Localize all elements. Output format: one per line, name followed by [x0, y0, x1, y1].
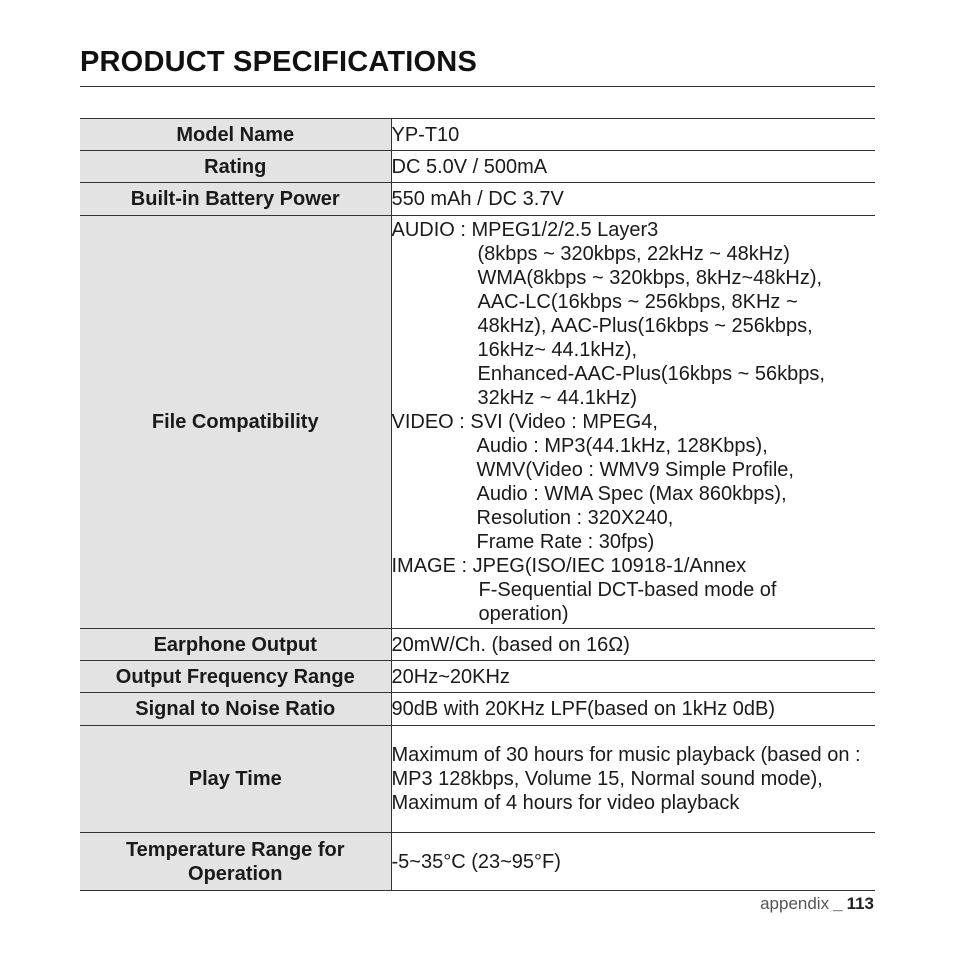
page-footer: [760, 894, 874, 914]
table-row: [80, 726, 875, 833]
fc-audio-detail: WMA(8kbps ~ 320kbps, 8kHz~48kHz),: [477, 267, 823, 289]
table-row: [80, 661, 875, 693]
page-title: PRODUCT SPECIFICATIONS: [80, 46, 477, 78]
table-row: [80, 151, 875, 183]
spec-label-snr: Signal to Noise Ratio: [80, 693, 391, 726]
table-row: [80, 216, 875, 629]
fc-image-line: IMAGE : JPEG(ISO/IEC 10918-1/Annex: [391, 555, 747, 577]
spec-value-battery-power: 550 mAh / DC 3.7V: [391, 183, 875, 216]
spec-label-frequency-range: Output Frequency Range: [80, 661, 391, 693]
spec-value-model-name: YP-T10: [391, 119, 875, 151]
spec-label-file-compatibility: File Compatibility: [80, 216, 391, 629]
spec-label-temperature-range: Temperature Range for Operation: [80, 833, 391, 891]
fc-video-line: VIDEO : SVI (Video : MPEG4,: [391, 411, 658, 433]
fc-audio-detail: 32kHz ~ 44.1kHz): [477, 387, 638, 409]
page-number: 113: [846, 894, 874, 913]
fc-audio-detail: Enhanced-AAC-Plus(16kbps ~ 56kbps,: [477, 363, 825, 385]
fc-audio-detail: 16kHz~ 44.1kHz),: [477, 339, 638, 361]
fc-video-detail: Audio : MP3(44.1kHz, 128Kbps),: [476, 435, 768, 457]
fc-image-detail: operation): [478, 603, 569, 625]
footer-section: appendix: [760, 894, 830, 913]
spec-label-model-name: Model Name: [80, 119, 391, 151]
spec-label-play-time: Play Time: [80, 726, 391, 833]
fc-audio-detail: AAC-LC(16kbps ~ 256kbps, 8KHz ~: [477, 291, 798, 313]
fc-audio-detail: (8kbps ~ 320kbps, 22kHz ~ 48kHz): [477, 243, 790, 265]
table-row: [80, 183, 875, 216]
table-row: [80, 833, 875, 891]
fc-audio-line: AUDIO : MPEG1/2/2.5 Layer3: [391, 219, 659, 241]
spec-value-frequency-range: 20Hz~20KHz: [391, 661, 875, 693]
spec-value-file-compatibility: [391, 216, 875, 629]
fc-audio-detail: 48kHz), AAC-Plus(16kbps ~ 256kbps,: [477, 315, 813, 337]
fc-video-detail: WMV(Video : WMV9 Simple Profile,: [476, 459, 794, 481]
spec-label-battery-power: Built-in Battery Power: [80, 183, 391, 216]
spec-value-rating: DC 5.0V / 500mA: [391, 151, 875, 183]
spec-value-play-time: Maximum of 30 hours for music playback (based on : MP3 128kbps, Volume 15, Normal sound mode), Maximum of 4 hours for video playback: [391, 726, 875, 833]
title-divider: [80, 86, 875, 87]
table-row: [80, 119, 875, 151]
fc-video-detail: Resolution : 320X240,: [476, 507, 674, 529]
footer-separator: _: [833, 894, 843, 913]
specifications-table: [80, 118, 875, 891]
table-row: [80, 693, 875, 726]
spec-value-temperature-range: -5~35°C (23~95°F): [391, 833, 875, 891]
fc-video-detail: Frame Rate : 30fps): [476, 531, 655, 553]
spec-label-earphone-output: Earphone Output: [80, 629, 391, 661]
spec-label-rating: Rating: [80, 151, 391, 183]
spec-value-earphone-output: 20mW/Ch. (based on 16Ω): [391, 629, 875, 661]
fc-image-detail: F-Sequential DCT-based mode of: [478, 579, 777, 601]
fc-video-detail: Audio : WMA Spec (Max 860kbps),: [476, 483, 787, 505]
table-row: [80, 629, 875, 661]
spec-value-snr: 90dB with 20KHz LPF(based on 1kHz 0dB): [391, 693, 875, 726]
